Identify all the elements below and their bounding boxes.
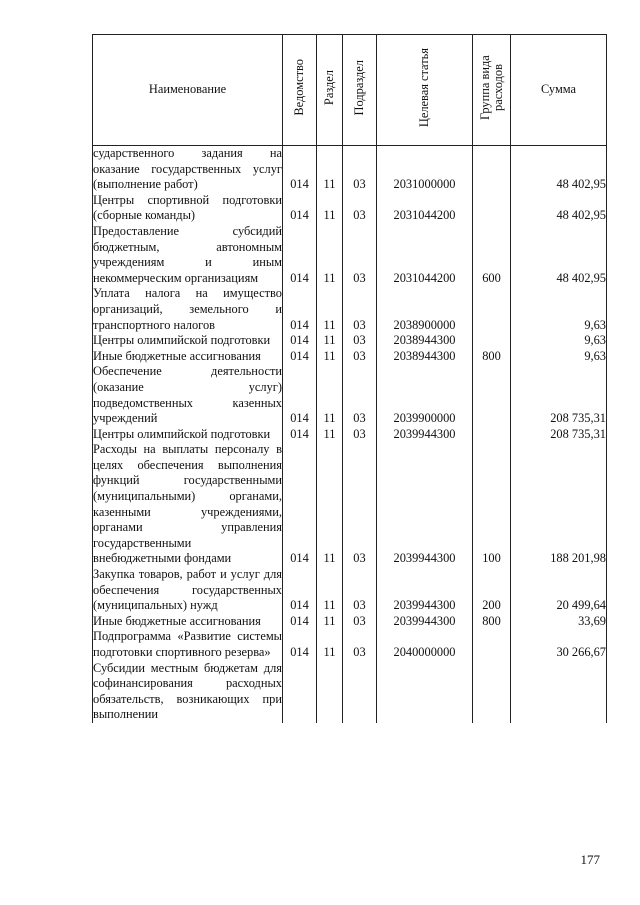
row-subsection: 03: [343, 629, 377, 660]
row-amount: 9,63: [511, 349, 607, 365]
row-section: 11: [317, 567, 343, 614]
row-name: Центры спортивной подготовки (сборные команды): [93, 192, 282, 223]
budget-table: [92, 34, 607, 723]
row-name: Обеспечение деятельности (оказание услуг) подведомственных казенных учреждений: [93, 364, 282, 426]
row-expense-group: 200: [473, 567, 511, 614]
row-name: Подпрограмма «Развитие системы подготовки спортивного резерва»: [93, 629, 282, 659]
row-section: 11: [317, 427, 343, 443]
table-row: [93, 427, 607, 443]
row-target-article: 2038944300: [377, 349, 473, 365]
row-target-article: 2031044200: [377, 224, 473, 286]
row-department: 014: [283, 146, 317, 193]
table-header-row: [93, 35, 607, 146]
row-amount: 48 402,95: [511, 193, 607, 224]
row-subsection: 03: [343, 364, 377, 426]
table-row: [93, 661, 607, 723]
row-expense-group: 600: [473, 224, 511, 286]
row-target-article: 2031044200: [377, 193, 473, 224]
row-subsection: 03: [343, 193, 377, 224]
table-row: [93, 614, 607, 630]
row-name: Уплата налога на имущество организаций, земельного и транспортного налогов: [93, 286, 282, 332]
row-subsection: 03: [343, 286, 377, 333]
row-section: 11: [317, 333, 343, 349]
table-row: [93, 224, 607, 286]
row-amount: 30 266,67: [511, 629, 607, 660]
row-expense-group: [473, 661, 511, 723]
row-name: Субсидии местным бюджетам для софинансирования расходных обязательств, возникающих при выполнении: [93, 660, 282, 722]
row-amount: 33,69: [511, 614, 607, 630]
table-row: [93, 349, 607, 365]
row-department: 014: [283, 193, 317, 224]
row-amount: 9,63: [511, 333, 607, 349]
row-expense-group: 100: [473, 442, 511, 567]
table-row: [93, 629, 607, 660]
header-subsection: Подраздел: [343, 35, 377, 146]
row-expense-group: [473, 193, 511, 224]
row-target-article: 2039944300: [377, 427, 473, 443]
row-department: 014: [283, 349, 317, 365]
row-expense-group: [473, 629, 511, 660]
row-target-article: 2038900000: [377, 286, 473, 333]
row-target-article: 2039944300: [377, 614, 473, 630]
row-department: 014: [283, 427, 317, 443]
row-expense-group: [473, 333, 511, 349]
row-department: 014: [283, 442, 317, 567]
row-department: 014: [283, 333, 317, 349]
header-target-article: Целевая статья: [377, 35, 473, 146]
row-subsection: 03: [343, 333, 377, 349]
row-department: 014: [283, 629, 317, 660]
row-target-article: [377, 661, 473, 723]
row-name: Закупка товаров, работ и услуг для обеспечения государственных (муниципальных) нужд: [93, 567, 282, 613]
header-name: Наименование: [93, 35, 283, 146]
row-target-article: 2039944300: [377, 567, 473, 614]
row-section: [317, 661, 343, 723]
row-amount: 20 499,64: [511, 567, 607, 614]
row-target-article: 2031000000: [377, 146, 473, 193]
row-amount: 9,63: [511, 286, 607, 333]
row-target-article: 2038944300: [377, 333, 473, 349]
header-department: Ведомство: [283, 35, 317, 146]
row-expense-group: [473, 286, 511, 333]
row-amount: 208 735,31: [511, 364, 607, 426]
table-row: [93, 364, 607, 426]
row-subsection: 03: [343, 349, 377, 365]
row-department: [283, 661, 317, 723]
row-department: 014: [283, 224, 317, 286]
table-row: [93, 286, 607, 333]
table-row: [93, 567, 607, 614]
row-expense-group: [473, 364, 511, 426]
table-row: [93, 442, 607, 567]
header-section: Раздел: [317, 35, 343, 146]
row-name: Иные бюджетные ассигнования: [93, 349, 283, 365]
row-expense-group: 800: [473, 614, 511, 630]
row-amount: 48 402,95: [511, 224, 607, 286]
row-section: 11: [317, 193, 343, 224]
page-number: 177: [580, 852, 600, 867]
table-row: [93, 146, 607, 193]
row-target-article: 2039944300: [377, 442, 473, 567]
row-expense-group: [473, 427, 511, 443]
row-section: 11: [317, 364, 343, 426]
row-section: 11: [317, 349, 343, 365]
row-department: 014: [283, 567, 317, 614]
row-target-article: 2039900000: [377, 364, 473, 426]
row-amount: 208 735,31: [511, 427, 607, 443]
row-subsection: 03: [343, 146, 377, 193]
row-subsection: 03: [343, 442, 377, 567]
row-target-article: 2040000000: [377, 629, 473, 660]
row-section: 11: [317, 442, 343, 567]
row-section: 11: [317, 614, 343, 630]
row-expense-group: [473, 146, 511, 193]
header-expense-group: Группа вида расходов: [473, 35, 511, 146]
row-department: 014: [283, 364, 317, 426]
row-subsection: 03: [343, 614, 377, 630]
row-subsection: [343, 661, 377, 723]
row-amount: 48 402,95: [511, 146, 607, 193]
row-section: 11: [317, 629, 343, 660]
row-name: сударственного задания на оказание государственных услуг (выполнение работ): [93, 146, 282, 192]
row-section: 11: [317, 224, 343, 286]
row-name: Центры олимпийской подготовки: [93, 427, 283, 443]
table-row: [93, 193, 607, 224]
header-amount: Сумма: [511, 35, 607, 146]
row-expense-group: 800: [473, 349, 511, 365]
row-subsection: 03: [343, 224, 377, 286]
row-department: 014: [283, 286, 317, 333]
row-name: Предоставление субсидий бюджетным, автономным учреждениям и иным некоммерческим организациям: [93, 223, 282, 285]
row-section: 11: [317, 286, 343, 333]
row-department: 014: [283, 614, 317, 630]
table-body: [93, 146, 607, 723]
table-row: [93, 333, 607, 349]
row-name: Расходы на выплаты персоналу в целях обеспечения выполнения функций государственными (муниципальными) органами, казенными учреждениями, органами управления государственными внебюджетными фондами: [93, 442, 282, 566]
row-name: Центры олимпийской подготовки: [93, 333, 283, 349]
row-subsection: 03: [343, 567, 377, 614]
row-section: 11: [317, 146, 343, 193]
row-amount: 188 201,98: [511, 442, 607, 567]
row-name: Иные бюджетные ассигнования: [93, 614, 283, 630]
row-amount: [511, 661, 607, 723]
row-subsection: 03: [343, 427, 377, 443]
